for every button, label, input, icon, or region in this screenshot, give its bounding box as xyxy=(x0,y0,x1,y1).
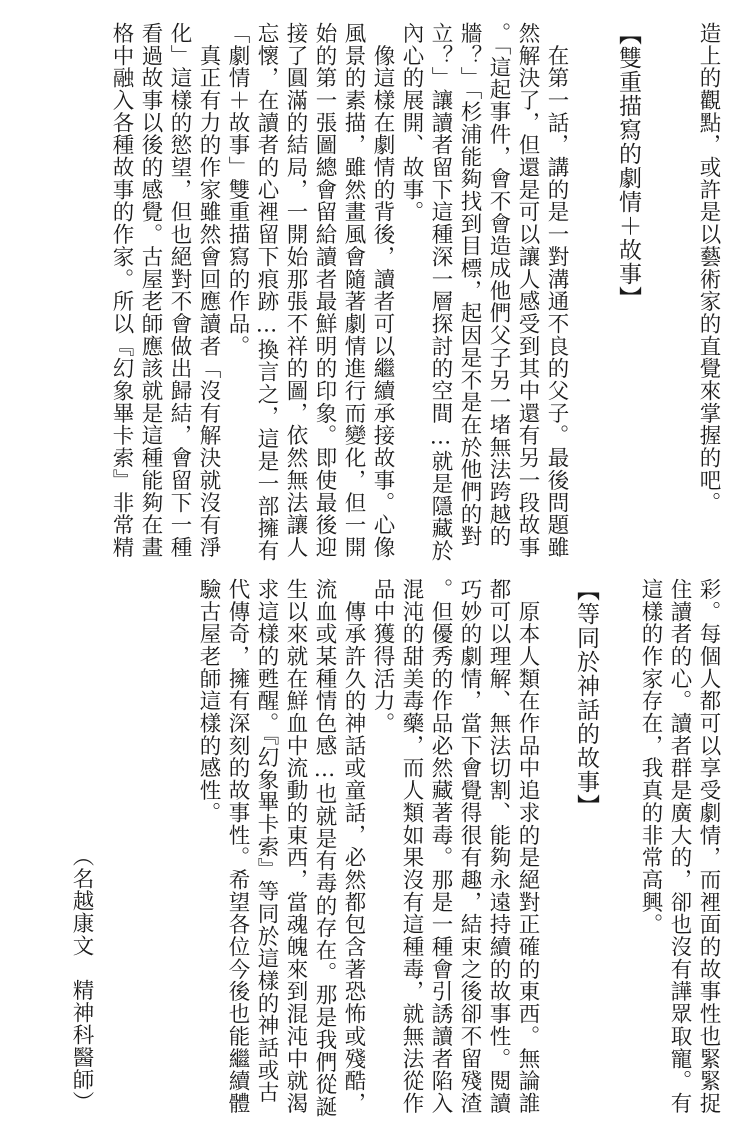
text-column: 巧妙的劇情，當下會覺得很有趣，結束之後卻不留殘渣 xyxy=(457,578,482,1115)
text-column: 都可以理解、無法切割、能夠永遠持續的故事性。閱讀 xyxy=(486,578,511,1115)
text-column: 牆？」「杉浦能夠找到目標，起因是不是在於他們的對 xyxy=(457,22,482,548)
text-column: 「劇情＋故事」雙重描寫的作品。 xyxy=(225,22,250,358)
author-signature: （名越康文 精神科醫師） xyxy=(69,845,94,1114)
text-column: 化」這樣的慾望，但也絕對不會做出歸結，會留下一種 xyxy=(167,22,192,559)
section-heading-dual-depiction: 【雙重描寫的劇情＋故事】 xyxy=(615,22,641,310)
text-column: 。但優秀的作品必然藏著毒。那是一種會引誘讀者陷入 xyxy=(428,578,453,1115)
text-column: 求這樣的甦醒。『幻象畢卡索』等同於這樣的神話或古 xyxy=(254,578,279,1104)
text-column: 住讀者的心。讀者群是廣大的，卻也沒有譁眾取寵。有 xyxy=(667,578,692,1115)
text-column: 。「這起事件，會不會造成他們父子另一堵無法跨越的 xyxy=(486,22,511,548)
text-column: 風景的素描，雖然畫風會隨著劇情進行而變化，但一開 xyxy=(341,22,366,559)
text-column: 傳承許久的神話或童話，必然都包含著恐怖或殘酷， xyxy=(341,578,366,1115)
text-column: 像這樣在劇情的背後，讀者可以繼續承接故事。心像 xyxy=(370,22,395,559)
text-column: 看過故事以後的感覺。古屋老師應該就是這種能夠在畫 xyxy=(138,22,163,559)
text-column: 彩。每個人都可以享受劇情，而裡面的故事性也緊緊捉 xyxy=(696,578,721,1115)
text-column: 造上的觀點，或許是以藝術家的直覺來掌握的吧。 xyxy=(696,22,721,514)
text-column: 驗古屋老師這樣的感性。 xyxy=(196,578,221,824)
text-column: 始的第一張圖總會留給讀者最鮮明的印象。即使最後迎 xyxy=(312,22,337,559)
text-column: 忘懷，在讀者的心裡留下痕跡…換言之，這是一部擁有 xyxy=(254,22,279,562)
section-heading-myth: 【等同於神話的故事】 xyxy=(573,578,599,818)
text-column: 真正有力的作家雖然會回應讀者「沒有解決就沒有淨 xyxy=(196,22,221,559)
text-column: 立？」讓讀者留下這種深一層探討的空間…就是隱藏於 xyxy=(428,22,453,562)
text-column: 格中融入各種故事的作家。所以『幻象畢卡索』非常精 xyxy=(109,22,134,559)
text-column: 原本人類在作品中追求的是絕對正確的東西。無論誰 xyxy=(515,578,540,1115)
text-column: 代傳奇，擁有深刻的故事性。希望各位今後也能繼續體 xyxy=(225,578,250,1115)
text-column: 品中獲得活力。 xyxy=(370,578,395,735)
text-column: 然解決了，但還是可以讓人感受到其中還有另一段故事 xyxy=(515,22,540,559)
text-column: 在第一話，講的是一對溝通不良的父子。最後問題雖 xyxy=(544,22,569,559)
text-column: 這樣的作家存在，我真的非常高興。 xyxy=(638,578,663,936)
text-column: 流血或某種情色感…也就是有毒的存在。那是我們從誕 xyxy=(312,578,337,1118)
text-column: 生以來就在鮮血中流動的東西，當魂魄來到混沌中就渴 xyxy=(283,578,308,1115)
text-column: 內心的展開、故事。 xyxy=(399,22,424,224)
text-column: 混沌的甜美毒藥，而人類如果沒有這種毒，就無法從作 xyxy=(399,578,424,1115)
text-column: 接了圓滿的結局，一開始那張不祥的圖，依然無法讓人 xyxy=(283,22,308,559)
